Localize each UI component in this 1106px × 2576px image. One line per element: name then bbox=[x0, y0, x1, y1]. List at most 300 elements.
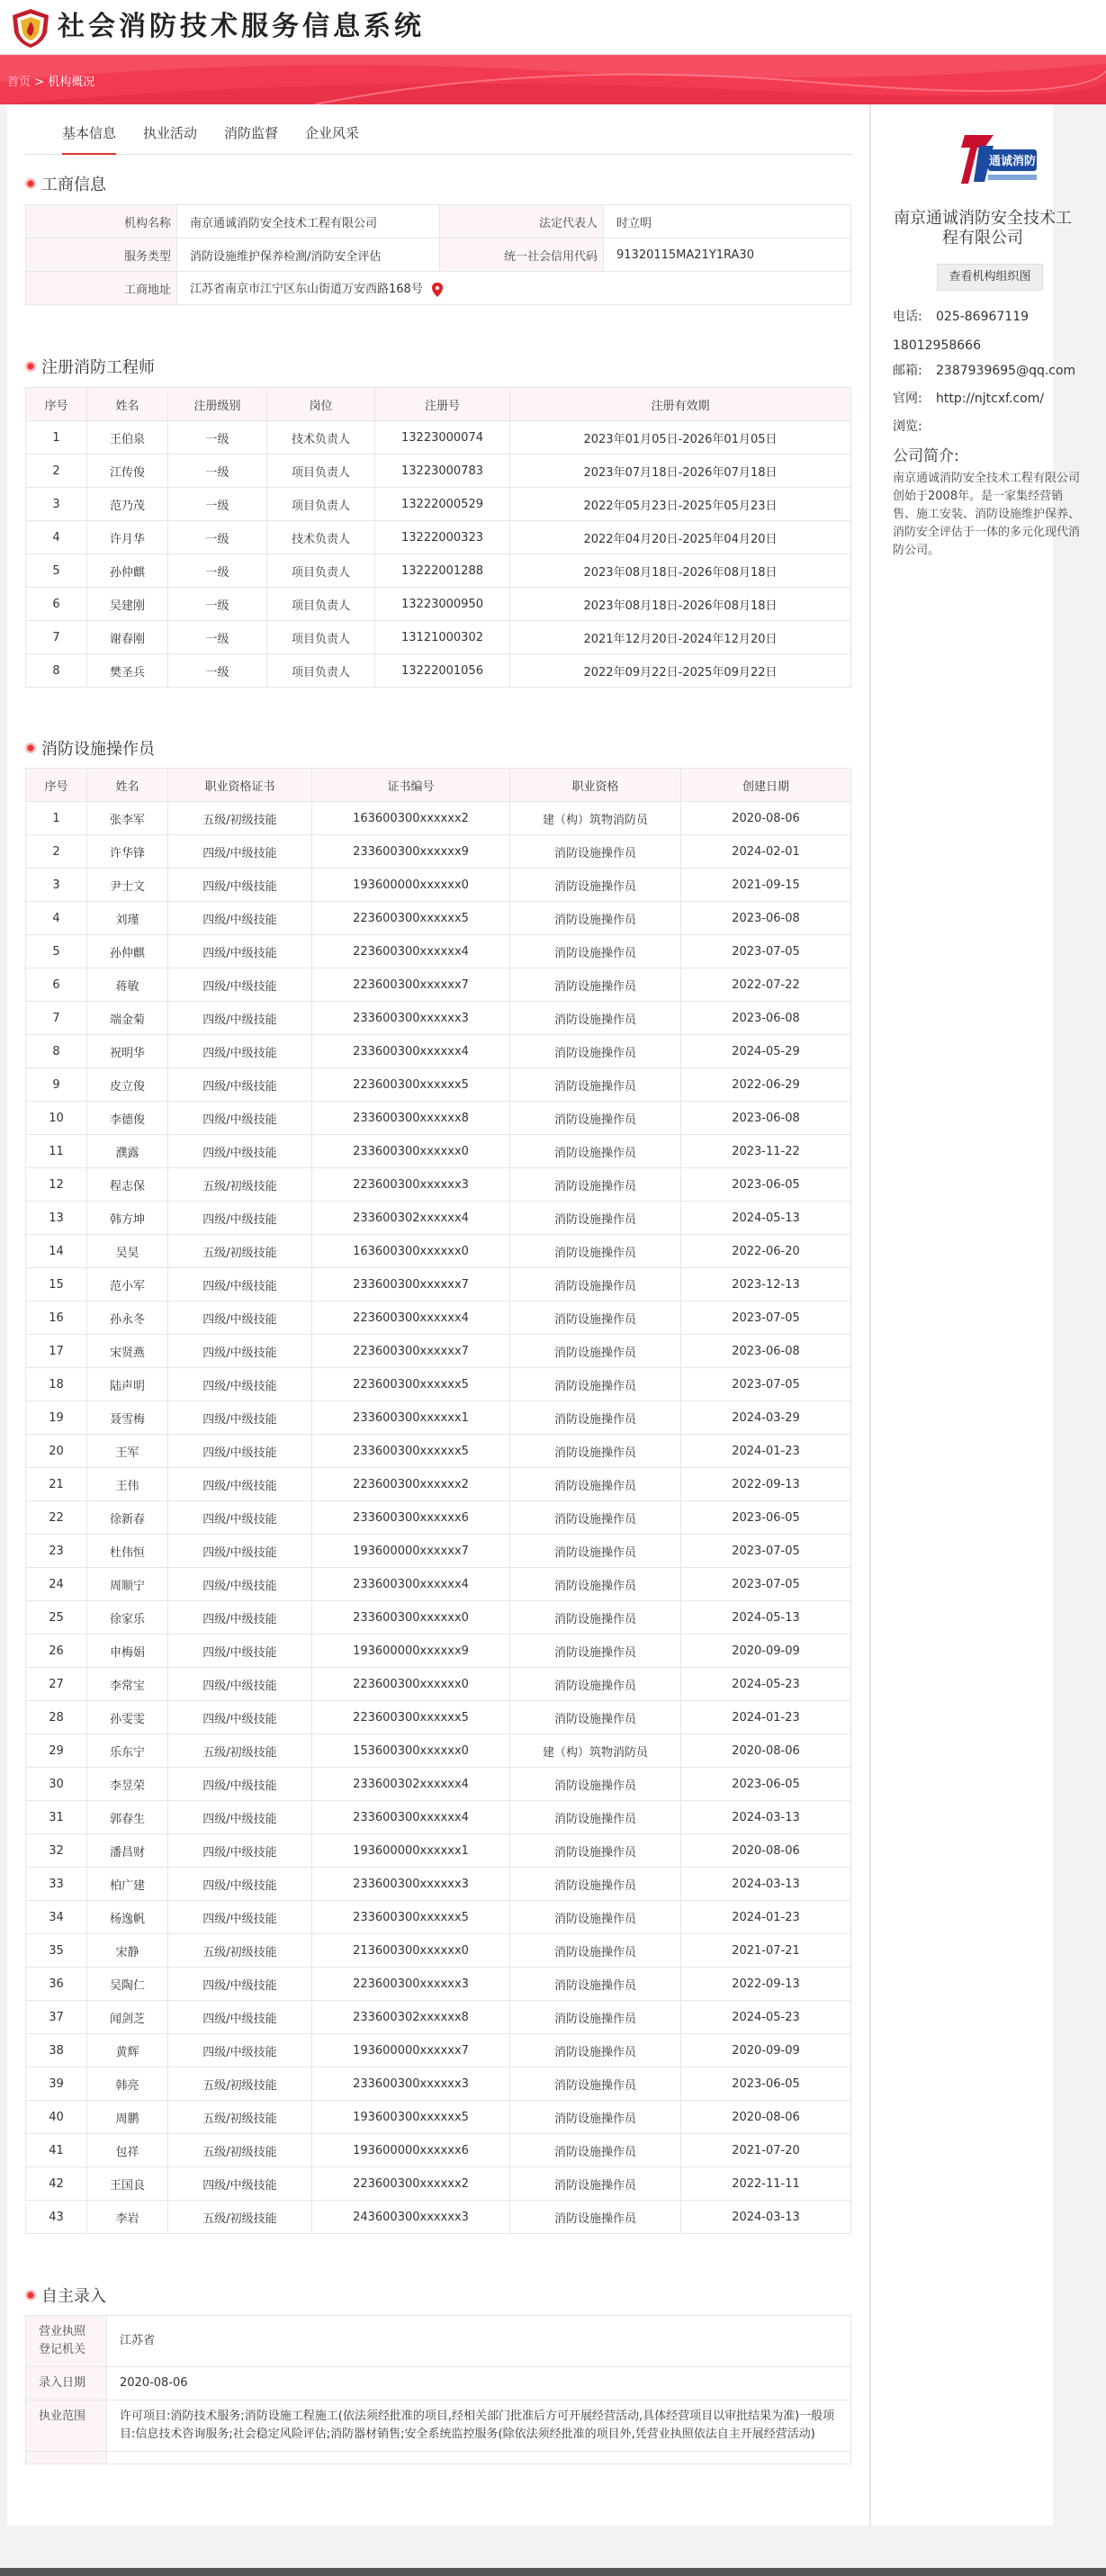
table-cell: 2024-01-23 bbox=[681, 1901, 851, 1934]
rep-label: 法定代表人 bbox=[440, 205, 604, 239]
column-header: 证书编号 bbox=[312, 769, 510, 802]
table-cell: 2024-05-13 bbox=[681, 1202, 851, 1235]
table-cell: 四级/中级技能 bbox=[168, 1701, 312, 1734]
table-cell: 233600300xxxxxx1 bbox=[312, 1401, 510, 1435]
map-pin-icon[interactable] bbox=[432, 283, 443, 297]
table-cell: 233600300xxxxxx3 bbox=[312, 1868, 510, 1901]
table-cell: 233600300xxxxxx8 bbox=[312, 1102, 510, 1135]
table-cell: 消防设施操作员 bbox=[510, 1635, 681, 1668]
section-title-business bbox=[25, 175, 106, 196]
table-cell: 2023-06-08 bbox=[681, 902, 851, 935]
table-cell: 5 bbox=[26, 554, 87, 588]
table-cell: 8 bbox=[26, 654, 87, 688]
table-cell: 四级/中级技能 bbox=[168, 1401, 312, 1435]
table-row bbox=[26, 835, 851, 869]
table-cell: 韩方坤 bbox=[87, 1202, 168, 1235]
table-cell: 193600000xxxxxx1 bbox=[312, 1834, 510, 1868]
column-header: 岗位 bbox=[267, 388, 375, 421]
table-cell: 2022-06-29 bbox=[681, 1068, 851, 1102]
table-cell: 消防设施操作员 bbox=[510, 1035, 681, 1068]
table-cell: 223600300xxxxxx7 bbox=[312, 1335, 510, 1368]
table-cell: 2023年01月05日-2026年01月05日 bbox=[510, 421, 851, 455]
section-title-operators bbox=[25, 739, 155, 761]
table-cell: 2021-09-15 bbox=[681, 869, 851, 902]
table-cell: 申梅娟 bbox=[87, 1635, 168, 1668]
table-cell: 四级/中级技能 bbox=[168, 1102, 312, 1135]
table-cell: 程志保 bbox=[87, 1168, 168, 1202]
table-row bbox=[26, 488, 851, 521]
table-cell: 消防设施操作员 bbox=[510, 1002, 681, 1035]
column-header: 注册有效期 bbox=[510, 388, 851, 421]
table-cell: 2021-07-21 bbox=[681, 1934, 851, 1968]
table-row bbox=[26, 2452, 851, 2464]
table-cell: 16 bbox=[26, 1302, 87, 1335]
table-cell: 皮立俊 bbox=[87, 1068, 168, 1102]
table-row bbox=[26, 1934, 851, 1968]
table-cell: 233600300xxxxxx5 bbox=[312, 1435, 510, 1468]
table-row bbox=[26, 1435, 851, 1468]
table-cell: 孙永冬 bbox=[87, 1302, 168, 1335]
table-cell: 消防设施操作员 bbox=[510, 1834, 681, 1868]
table-cell: 223600300xxxxxx3 bbox=[312, 1968, 510, 2001]
table-cell: 2023-07-05 bbox=[681, 1302, 851, 1335]
table-cell: 37 bbox=[26, 2001, 87, 2034]
table-row bbox=[26, 1002, 851, 1035]
bullet-icon bbox=[25, 178, 36, 189]
table-cell: 2022-11-11 bbox=[681, 2167, 851, 2201]
table-row bbox=[26, 1834, 851, 1868]
table-cell: 30 bbox=[26, 1768, 87, 1801]
table-cell: 项目负责人 bbox=[267, 654, 375, 688]
table-row bbox=[26, 1202, 851, 1235]
table-row bbox=[26, 1601, 851, 1635]
reg-label: 营业执照登记机关 bbox=[26, 2316, 107, 2367]
table-cell: 刘瑾 bbox=[87, 902, 168, 935]
table-cell: 一级 bbox=[168, 521, 267, 554]
table-cell: 李岩 bbox=[87, 2201, 168, 2234]
table-cell: 一级 bbox=[168, 654, 267, 688]
table-row bbox=[26, 2201, 851, 2234]
table-row bbox=[26, 588, 851, 621]
table-cell: 周顺宁 bbox=[87, 1568, 168, 1601]
table-cell: 消防设施操作员 bbox=[510, 1568, 681, 1601]
table-cell: 范乃茂 bbox=[87, 488, 168, 521]
table-cell: 2024-03-29 bbox=[681, 1401, 851, 1435]
table-cell: 223600300xxxxxx3 bbox=[312, 1168, 510, 1202]
table-cell: 四级/中级技能 bbox=[168, 1501, 312, 1535]
table-cell: 杜伟恒 bbox=[87, 1535, 168, 1568]
view-org-chart-button[interactable]: 查看机构组织图 bbox=[937, 264, 1043, 291]
table-cell: 周鹏 bbox=[87, 2101, 168, 2134]
table-cell: 濮露 bbox=[87, 1135, 168, 1168]
table-cell: 213600300xxxxxx0 bbox=[312, 1934, 510, 1968]
table-cell: 消防设施操作员 bbox=[510, 1202, 681, 1235]
table-cell: 消防设施操作员 bbox=[510, 1468, 681, 1501]
table-cell: 吴昊 bbox=[87, 1235, 168, 1268]
table-cell: 五级/初级技能 bbox=[168, 1734, 312, 1768]
table-cell: 3 bbox=[26, 488, 87, 521]
table-cell: 樊圣兵 bbox=[87, 654, 168, 688]
table-cell: 孙雯雯 bbox=[87, 1701, 168, 1734]
left-panel bbox=[7, 104, 869, 2526]
table-cell: 徐家乐 bbox=[87, 1601, 168, 1635]
table-cell: 李德俊 bbox=[87, 1102, 168, 1135]
table-cell: 2 bbox=[26, 835, 87, 869]
table-cell: 163600300xxxxxx0 bbox=[312, 1235, 510, 1268]
table-cell: 2023-06-08 bbox=[681, 1335, 851, 1368]
table-cell: 消防设施操作员 bbox=[510, 2001, 681, 2034]
table-cell: 36 bbox=[26, 1968, 87, 2001]
table-cell: 2024-03-13 bbox=[681, 1868, 851, 1901]
table-cell: 五级/初级技能 bbox=[168, 1235, 312, 1268]
table-cell: 39 bbox=[26, 2067, 87, 2101]
table-cell: 243600300xxxxxx3 bbox=[312, 2201, 510, 2234]
tab-company-style[interactable]: 企业风采 bbox=[305, 125, 360, 141]
table-cell: 四级/中级技能 bbox=[168, 1435, 312, 1468]
tab-practice-activity[interactable]: 执业活动 bbox=[143, 125, 198, 141]
table-cell: 四级/中级技能 bbox=[168, 2001, 312, 2034]
table-row bbox=[26, 2167, 851, 2201]
table-cell: 2020-09-09 bbox=[681, 2034, 851, 2067]
column-header: 职业资格证书 bbox=[168, 769, 312, 802]
table-cell: 四级/中级技能 bbox=[168, 1668, 312, 1701]
table-cell: 消防设施操作员 bbox=[510, 1401, 681, 1435]
table-cell: 消防设施操作员 bbox=[510, 968, 681, 1002]
table-cell: 韩亮 bbox=[87, 2067, 168, 2101]
table-row bbox=[26, 1035, 851, 1068]
table-row bbox=[26, 968, 851, 1002]
section-title-text: 工商信息 bbox=[41, 176, 106, 194]
table-cell: 13223000074 bbox=[375, 421, 510, 455]
table-cell: 四级/中级技能 bbox=[168, 1135, 312, 1168]
table-cell: 四级/中级技能 bbox=[168, 1901, 312, 1934]
table-cell: 2023年08月18日-2026年08月18日 bbox=[510, 588, 851, 621]
table-cell: 闻剑芝 bbox=[87, 2001, 168, 2034]
table-row bbox=[26, 455, 851, 488]
table-cell: 四级/中级技能 bbox=[168, 902, 312, 935]
table-cell: 吴陶仁 bbox=[87, 1968, 168, 2001]
table-cell: 13121000302 bbox=[375, 621, 510, 654]
table-cell: 2023-07-05 bbox=[681, 935, 851, 968]
table-cell: 7 bbox=[26, 1002, 87, 1035]
table-row bbox=[26, 1235, 851, 1268]
table-cell: 范小军 bbox=[87, 1268, 168, 1302]
table-cell: 四级/中级技能 bbox=[168, 1002, 312, 1035]
table-cell: 223600300xxxxxx5 bbox=[312, 1068, 510, 1102]
table-cell: 15 bbox=[26, 1268, 87, 1302]
table-cell: 223600300xxxxxx2 bbox=[312, 2167, 510, 2201]
table-cell: 2024-05-13 bbox=[681, 1601, 851, 1635]
table-cell: 四级/中级技能 bbox=[168, 1768, 312, 1801]
company-logo-text: 通诚消防 bbox=[988, 155, 1037, 168]
table-cell: 2023-06-05 bbox=[681, 1168, 851, 1202]
table-cell: 193600000xxxxxx7 bbox=[312, 2034, 510, 2067]
section-title-self-report bbox=[25, 2286, 106, 2308]
table-cell: 一级 bbox=[168, 588, 267, 621]
table-row bbox=[26, 205, 851, 239]
company-sidebar bbox=[871, 104, 1081, 2526]
table-cell: 陆声明 bbox=[87, 1368, 168, 1401]
table-cell: 消防设施操作员 bbox=[510, 1135, 681, 1168]
table-cell: 223600300xxxxxx5 bbox=[312, 1368, 510, 1401]
table-cell: 2024-03-13 bbox=[681, 2201, 851, 2234]
table-cell: 端金菊 bbox=[87, 1002, 168, 1035]
table-cell: 四级/中级技能 bbox=[168, 1635, 312, 1668]
table-row bbox=[26, 421, 851, 455]
table-cell: 2020-08-06 bbox=[681, 1734, 851, 1768]
views-label: 浏览: bbox=[893, 419, 922, 434]
table-row bbox=[26, 2400, 851, 2452]
table-row bbox=[26, 1968, 851, 2001]
table-cell: 1 bbox=[26, 421, 87, 455]
addr-cell bbox=[177, 272, 851, 305]
table-cell: 22 bbox=[26, 1501, 87, 1535]
table-cell: 18 bbox=[26, 1368, 87, 1401]
intro-text: 南京通诚消防安全技术工程有限公司创始于2008年。是一家集经营销售、施工安装、消防设施维护保养、消防安全评估于一体的多元化现代消防公司。 bbox=[893, 472, 1081, 557]
table-cell: 王军 bbox=[87, 1435, 168, 1468]
type-label: 服务类型 bbox=[26, 239, 177, 272]
table-cell: 153600300xxxxxx0 bbox=[312, 1734, 510, 1768]
top-header bbox=[0, 0, 1106, 55]
table-cell: 2024-02-01 bbox=[681, 835, 851, 869]
company-name: 南京通诚消防安全技术工程有限公司 bbox=[894, 209, 1072, 248]
table-cell: 消防设施操作员 bbox=[510, 902, 681, 935]
table-row bbox=[26, 2367, 851, 2400]
section-title-text: 消防设施操作员 bbox=[41, 740, 155, 759]
addr-value: 江苏省南京市江宁区东山街道万安西路168号 bbox=[190, 283, 423, 297]
column-header: 序号 bbox=[26, 769, 87, 802]
table-cell: 五级/初级技能 bbox=[168, 1934, 312, 1968]
table-cell: 吴建刚 bbox=[87, 588, 168, 621]
tab-basic-info[interactable]: 基本信息 bbox=[62, 124, 116, 155]
table-cell: 233600300xxxxxx5 bbox=[312, 1901, 510, 1934]
table-cell: 2023-07-05 bbox=[681, 1368, 851, 1401]
table-cell: 2021-07-20 bbox=[681, 2134, 851, 2167]
table-cell: 五级/初级技能 bbox=[168, 2201, 312, 2234]
table-cell: 四级/中级技能 bbox=[168, 1202, 312, 1235]
table-cell: 技术负责人 bbox=[267, 421, 375, 455]
table-cell: 2023-12-13 bbox=[681, 1268, 851, 1302]
table-cell: 四级/中级技能 bbox=[168, 1268, 312, 1302]
breadcrumb-home-link[interactable]: 首页 bbox=[7, 76, 31, 89]
table-cell: 技术负责人 bbox=[267, 521, 375, 554]
table-cell: 四级/中级技能 bbox=[168, 1535, 312, 1568]
table-cell: 193600000xxxxxx9 bbox=[312, 1635, 510, 1668]
table-row bbox=[26, 1302, 851, 1335]
table-cell: 四级/中级技能 bbox=[168, 1468, 312, 1501]
table-cell: 聂雪梅 bbox=[87, 1401, 168, 1435]
table-cell: 28 bbox=[26, 1701, 87, 1734]
table-cell: 25 bbox=[26, 1601, 87, 1635]
table-cell: 8 bbox=[26, 1035, 87, 1068]
table-cell: 14 bbox=[26, 1235, 87, 1268]
table-row bbox=[26, 1635, 851, 1668]
table-cell: 2023年08月18日-2026年08月18日 bbox=[510, 554, 851, 588]
table-cell: 消防设施操作员 bbox=[510, 1068, 681, 1102]
date-value: 2020-08-06 bbox=[107, 2367, 851, 2400]
table-cell: 消防设施操作员 bbox=[510, 1668, 681, 1701]
table-cell: 五级/初级技能 bbox=[168, 2101, 312, 2134]
app-title: 社会消防技术服务信息系统 bbox=[58, 11, 425, 42]
table-cell: 21 bbox=[26, 1468, 87, 1501]
table-cell: 消防设施操作员 bbox=[510, 835, 681, 869]
code-label: 统一社会信用代码 bbox=[440, 239, 604, 272]
name-value: 南京通诚消防安全技术工程有限公司 bbox=[177, 205, 440, 239]
table-cell: 2022-06-20 bbox=[681, 1235, 851, 1268]
tab-fire-supervision[interactable]: 消防监督 bbox=[224, 125, 279, 141]
table-cell: 2023-06-05 bbox=[681, 2067, 851, 2101]
table-row bbox=[26, 1568, 851, 1601]
table-cell: 38 bbox=[26, 2034, 87, 2067]
table-cell: 5 bbox=[26, 935, 87, 968]
company-logo bbox=[958, 130, 1039, 189]
table-cell: 四级/中级技能 bbox=[168, 869, 312, 902]
table-cell: 谢春刚 bbox=[87, 621, 168, 654]
self-report-table bbox=[25, 2315, 851, 2464]
table-cell: 郭春生 bbox=[87, 1801, 168, 1834]
table-cell: 消防设施操作员 bbox=[510, 2134, 681, 2167]
table-cell: 2022-09-13 bbox=[681, 1468, 851, 1501]
table-cell: 消防设施操作员 bbox=[510, 1168, 681, 1202]
table-row bbox=[26, 2101, 851, 2134]
bottom-bar bbox=[0, 2568, 1106, 2576]
table-cell: 223600300xxxxxx5 bbox=[312, 902, 510, 935]
table-cell: 王伯泉 bbox=[87, 421, 168, 455]
table-cell: 163600300xxxxxx2 bbox=[312, 802, 510, 835]
table-cell: 2020-08-06 bbox=[681, 2101, 851, 2134]
table-row bbox=[26, 1168, 851, 1202]
column-header: 注册级别 bbox=[168, 388, 267, 421]
table-cell: 五级/初级技能 bbox=[168, 802, 312, 835]
table-cell: 233600302xxxxxx4 bbox=[312, 1768, 510, 1801]
table-cell: 233600300xxxxxx4 bbox=[312, 1568, 510, 1601]
table-cell: 项目负责人 bbox=[267, 488, 375, 521]
email-label: 邮箱: bbox=[893, 364, 922, 378]
table-cell: 13223000783 bbox=[375, 455, 510, 488]
table-row bbox=[26, 272, 851, 305]
date-label: 录入日期 bbox=[26, 2367, 107, 2400]
table-cell: 2024-01-23 bbox=[681, 1435, 851, 1468]
table-cell: 四级/中级技能 bbox=[168, 2034, 312, 2067]
table-cell: 26 bbox=[26, 1635, 87, 1668]
table-cell: 13 bbox=[26, 1202, 87, 1235]
table-cell: 2022年09月22日-2025年09月22日 bbox=[510, 654, 851, 688]
table-row bbox=[26, 1668, 851, 1701]
table-cell: 13222000529 bbox=[375, 488, 510, 521]
table-cell: 17 bbox=[26, 1335, 87, 1368]
table-cell: 消防设施操作员 bbox=[510, 2067, 681, 2101]
email-info bbox=[893, 356, 1082, 385]
operators-table bbox=[25, 768, 851, 2234]
table-cell: 223600300xxxxxx4 bbox=[312, 1302, 510, 1335]
table-row bbox=[26, 621, 851, 654]
table-cell: 3 bbox=[26, 869, 87, 902]
table-cell: 20 bbox=[26, 1435, 87, 1468]
table-cell: 27 bbox=[26, 1668, 87, 1701]
table-row bbox=[26, 2034, 851, 2067]
table-cell: 233600300xxxxxx6 bbox=[312, 1501, 510, 1535]
table-row bbox=[26, 1801, 851, 1834]
table-row bbox=[26, 2067, 851, 2101]
intro-title: 公司简介: bbox=[893, 447, 959, 465]
table-cell: 四级/中级技能 bbox=[168, 835, 312, 869]
table-cell: 2023-07-05 bbox=[681, 1535, 851, 1568]
section-title-text: 自主录入 bbox=[41, 2287, 106, 2306]
table-cell: 13222001288 bbox=[375, 554, 510, 588]
table-cell: 2022年05月23日-2025年05月23日 bbox=[510, 488, 851, 521]
column-header: 姓名 bbox=[87, 388, 168, 421]
table-cell: 233600300xxxxxx3 bbox=[312, 2067, 510, 2101]
table-row bbox=[26, 1068, 851, 1102]
table-cell: 孙仲麒 bbox=[87, 935, 168, 968]
table-cell: 四级/中级技能 bbox=[168, 1335, 312, 1368]
views-info bbox=[893, 412, 1082, 441]
table-cell: 蒋敏 bbox=[87, 968, 168, 1002]
section-title-text: 注册消防工程师 bbox=[41, 358, 155, 377]
table-cell: 35 bbox=[26, 1934, 87, 1968]
table-cell: 2024-05-29 bbox=[681, 1035, 851, 1068]
table-cell: 四级/中级技能 bbox=[168, 1068, 312, 1102]
main-content bbox=[7, 104, 1081, 2526]
table-cell: 41 bbox=[26, 2134, 87, 2167]
table-cell: 消防设施操作员 bbox=[510, 1968, 681, 2001]
table-cell: 一级 bbox=[168, 421, 267, 455]
table-cell: 消防设施操作员 bbox=[510, 1368, 681, 1401]
website-link[interactable]: http://njtcxf.com/ bbox=[936, 392, 1045, 406]
table-row bbox=[26, 239, 851, 272]
table-cell: 项目负责人 bbox=[267, 554, 375, 588]
table-cell: 项目负责人 bbox=[267, 621, 375, 654]
table-cell: 消防设施操作员 bbox=[510, 1268, 681, 1302]
column-header: 姓名 bbox=[87, 769, 168, 802]
table-row bbox=[26, 1135, 851, 1168]
table-cell: 黄辉 bbox=[87, 2034, 168, 2067]
table-row bbox=[26, 2316, 851, 2367]
website-info bbox=[893, 384, 1082, 413]
table-cell: 2023-06-05 bbox=[681, 1768, 851, 1801]
table-cell: 四级/中级技能 bbox=[168, 1568, 312, 1601]
table-cell: 李昱荣 bbox=[87, 1768, 168, 1801]
table-cell: 2024-01-23 bbox=[681, 1701, 851, 1734]
table-row bbox=[26, 1868, 851, 1901]
table-cell: 宋静 bbox=[87, 1934, 168, 1968]
table-cell: 建（构）筑物消防员 bbox=[510, 1734, 681, 1768]
table-cell: 193600000xxxxxx6 bbox=[312, 2134, 510, 2167]
table-cell: 11 bbox=[26, 1135, 87, 1168]
table-cell: 2022年04月20日-2025年04月20日 bbox=[510, 521, 851, 554]
table-cell: 233600302xxxxxx8 bbox=[312, 2001, 510, 2034]
table-cell: 五级/初级技能 bbox=[168, 2067, 312, 2101]
empty-cell bbox=[107, 2452, 851, 2464]
table-cell: 233600300xxxxxx9 bbox=[312, 835, 510, 869]
table-cell: 6 bbox=[26, 968, 87, 1002]
table-cell: 193600300xxxxxx5 bbox=[312, 2101, 510, 2134]
table-cell: 消防设施操作员 bbox=[510, 1535, 681, 1568]
table-cell: 42 bbox=[26, 2167, 87, 2201]
table-cell: 2022-07-22 bbox=[681, 968, 851, 1002]
shield-logo-icon bbox=[9, 7, 52, 49]
table-cell: 江传俊 bbox=[87, 455, 168, 488]
table-cell: 杨逸帆 bbox=[87, 1901, 168, 1934]
table-cell: 消防设施操作员 bbox=[510, 2201, 681, 2234]
addr-label: 工商地址 bbox=[26, 272, 177, 305]
table-cell: 消防设施操作员 bbox=[510, 1768, 681, 1801]
business-info-table bbox=[25, 204, 851, 305]
table-cell: 许月华 bbox=[87, 521, 168, 554]
phone-value: 025-86967119 18012958666 bbox=[893, 310, 1030, 353]
table-cell: 1 bbox=[26, 802, 87, 835]
empty-cell bbox=[26, 2452, 107, 2464]
